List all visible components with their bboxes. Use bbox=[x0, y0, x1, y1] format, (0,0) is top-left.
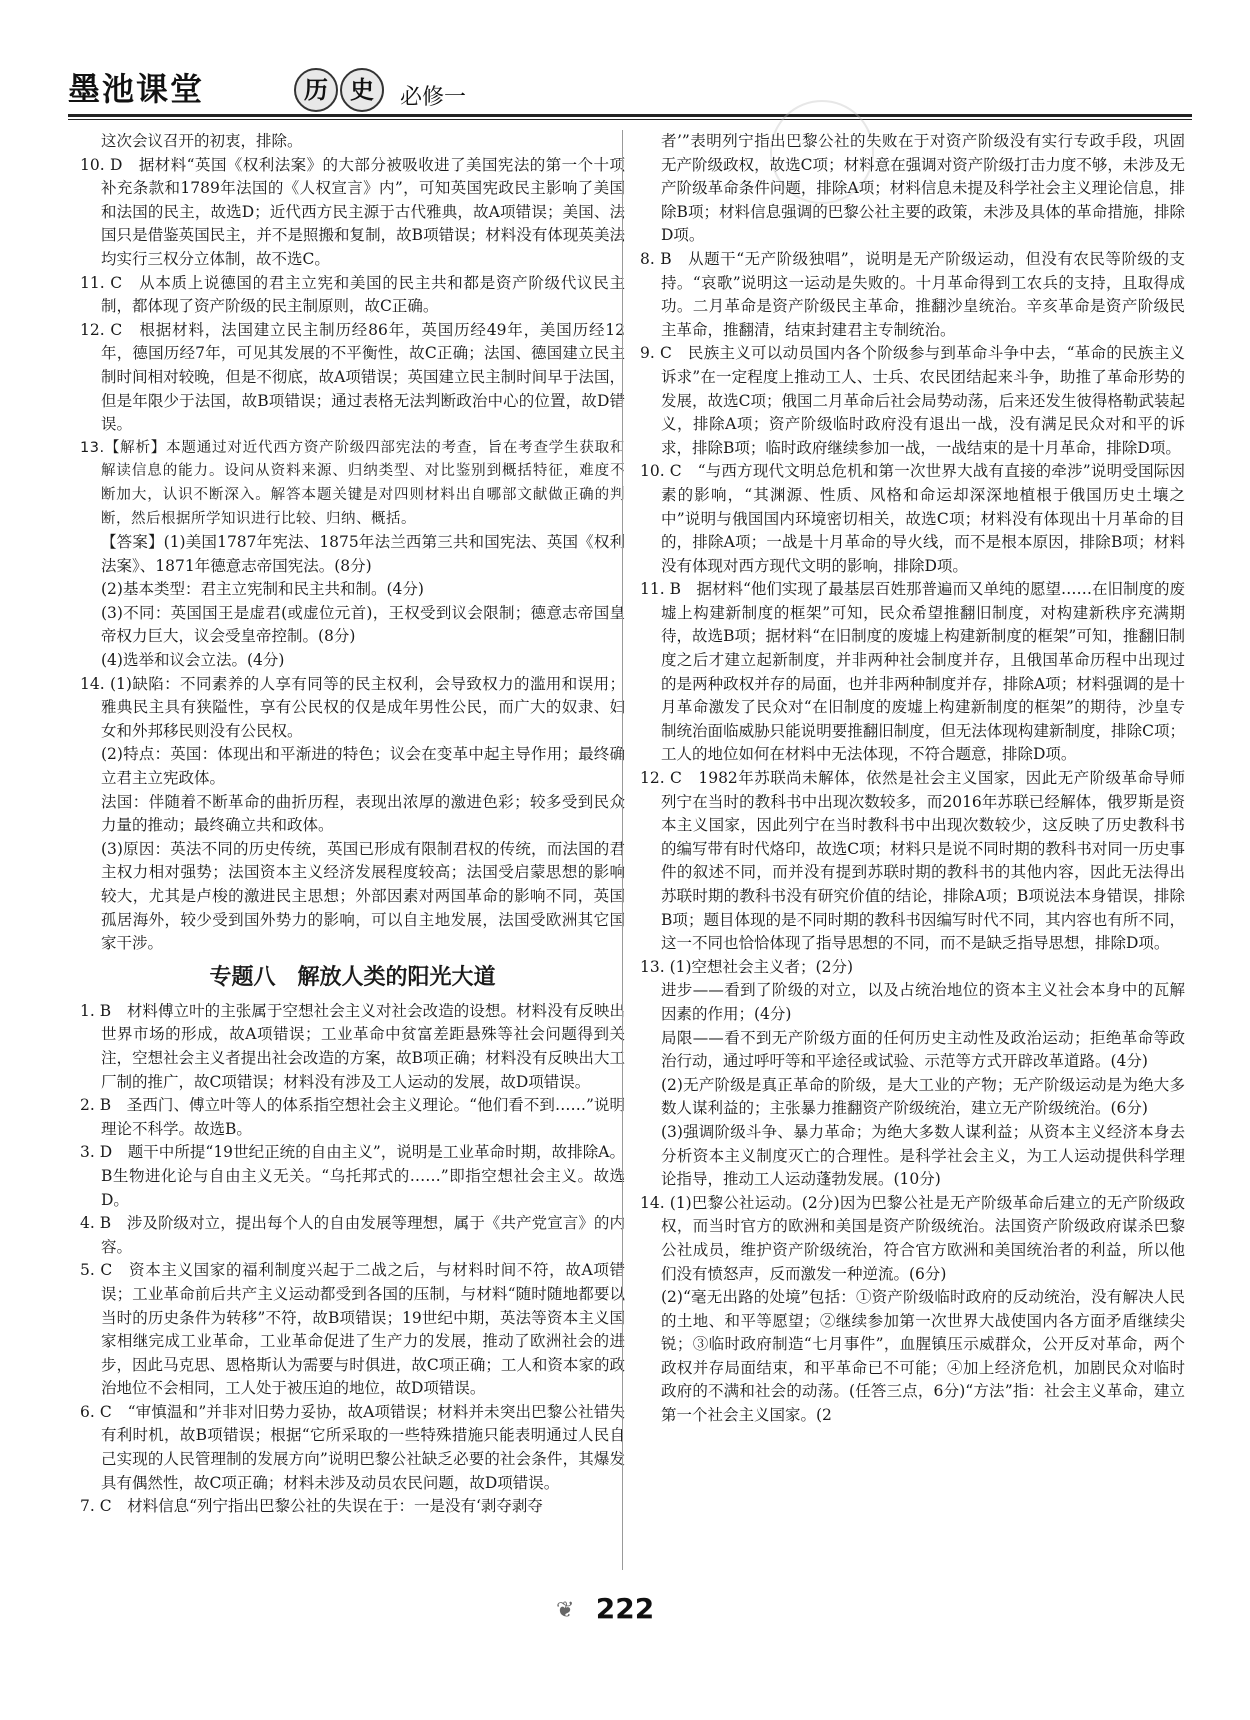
answer-paragraph: 3. D 题干中所提“19世纪正统的自由主义”，说明是工业革命时期，故排除A。B生物进化论与自由主义无关。“乌托邦式的……”即指空想社会主义。故选D。 bbox=[80, 1143, 625, 1209]
answer-paragraph: 1. B 材料傅立叶的主张属于空想社会主义对社会改造的设想。材料没有反映出世界市场的形成，故A项错误；工业革命中贫富差距悬殊等社会问题得到关注，空想社会主义者提出社会改造的方案，故B项正确；材料没有反映出大工厂制的推广，故C项错误；材料没有涉及工人运动的发展，故D项错误。 bbox=[80, 1001, 625, 1091]
subject-badge-1: 历 bbox=[294, 68, 338, 112]
answer-paragraph: 法国：伴随着不断革命的曲折历程，表现出浓厚的激进色彩；较多受到民众力量的推动；最终确立共和政体。 bbox=[101, 792, 625, 835]
answer-paragraph: 7. C 材料信息“列宁指出巴黎公社的失误在于：一是没有‘剥夺剥夺 bbox=[80, 1497, 543, 1516]
answer-paragraph: 这次会议召开的初衷，排除。 bbox=[101, 132, 303, 150]
answer-paragraph: (3)强调阶级斗争、暴力革命；为绝大多数人谋利益；从资本主义经济本身去分析资本主义制度灭亡的合理性。是科学社会主义，为工人运动提供科学理论指导，推动工人运动蓬勃发展。(10分) bbox=[661, 1122, 1185, 1189]
answer-paragraph: 局限——看不到无产阶级方面的任何历史主动性及政治运动；拒绝革命等政治行动，通过呼吁等和平途径或试验、示范等方式开辟改革道路。(4分) bbox=[661, 1028, 1185, 1071]
answer-paragraph: (3)原因：英法不同的历史传统，英国已形成有限制君权的传统，而法国的君主权力相对强势；法国资本主义经济发展程度较高；法国受启蒙思想的影响较大，尤其是卢梭的激进民主思想；外部因素对两国革命的影响不同，英国孤居海外，较少受到国外势力的影响，可以自主地发展，法国受欧洲其它国家干涉。 bbox=[101, 839, 625, 953]
leaf-ornament-icon: ❦ bbox=[556, 1598, 575, 1623]
column-divider bbox=[622, 130, 623, 1570]
answer-paragraph: 4. B 涉及阶级对立，提出每个人的自由发展等理想，属于《共产党宣言》的内容。 bbox=[80, 1214, 625, 1256]
answer-paragraph: 2. B 圣西门、傅立叶等人的体系指空想社会主义理论。“他们看不到……”说明理论不科学。故选B。 bbox=[80, 1096, 625, 1138]
answer-paragraph: 者’”表明列宁指出巴黎公社的失败在于对资产阶级没有实行专政手段，巩固无产阶级政权，故选C项；材料意在强调对资产阶级打击力度不够，未涉及无产阶级革命条件问题，排除A项；材料信息未提及科学社会主义理论信息，排除B项；材料信息强调的巴黎公社主要的政策，未涉及具体的革命措施，排除D项。 bbox=[661, 132, 1185, 245]
answer-paragraph: (3)不同：英国国王是虚君(或虚位元首)，王权受到议会限制；德意志帝国皇帝权力巨大，议会受皇帝控制。(8分) bbox=[101, 603, 625, 646]
answer-paragraph: (2)“毫无出路的处境”包括：①资产阶级临时政府的反动统治，没有解决人民的土地、和平等愿望；②继续参加第一次世界大战使国内各方面矛盾继续尖锐；③临时政府制造“七月事件”，血腥镇压示威群众，公开反对革命，两个政权并存局面结束，和平革命已不可能；④加上经济危机，加剧民众对临时政府的不满和社会的动荡。(任答三点，6分)“方法”指：社会主义革命，建立第一个社会主义国家。(2 bbox=[661, 1288, 1185, 1425]
answer-paragraph: 【答案】(1)美国1787年宪法、1875年法兰西第三共和国宪法、英国《权利法案》、1871年德意志帝国宪法。(8分) bbox=[101, 533, 625, 575]
answer-paragraph: 10. C “与西方现代文明总危机和第一次世界大战有直接的牵涉”说明受国际因素的影响，“其渊源、性质、风格和命运却深深地植根于俄国历史土壤之中”说明与俄国国内环境密切相关，故选C项；材料没有体现出十月革命的目的，排除A项；一战是十月革命的导火线，而不是根本原因，排除B项；材料没有体现对西方现代文明的影响，排除D项。 bbox=[640, 462, 1185, 575]
answer-paragraph: 9. C 民族主义可以动员国内各个阶级参与到革命斗争中去，“革命的民族主义诉求”在一定程度上推动工人、士兵、农民团结起来斗争，助推了革命形势的发展，故选C项；俄国二月革命后社会局势动荡，后来还发生彼得格勒武装起义，排除A项；资产阶级临时政府没有退出一战，没有满足民众对和平的诉求，排除B项；临时政府继续参加一战，一战结束的是十月革命，排除D项。 bbox=[640, 344, 1185, 457]
answer-paragraph: 13.【解析】本题通过对近代西方资产阶级四部宪法的考查，旨在考查学生获取和解读信息的能力。设问从资料来源、归纳类型、对比鉴别到概括特征，难度不断加大，认识不断深入。解答本题关键是对四则材料出自哪部文献做正确的判断，然后根据所学知识进行比较、归纳、概括。 bbox=[80, 439, 625, 527]
answer-paragraph: 13. (1)空想社会主义者；(2分) bbox=[640, 957, 853, 976]
answer-paragraph: (4)选举和议会立法。(4分) bbox=[101, 651, 285, 670]
answer-paragraph: (2)特点：英国：体现出和平渐进的特色；议会在变革中起主导作用；最终确立君主立宪政体。 bbox=[101, 745, 625, 788]
answer-paragraph: 5. C 资本主义国家的福利制度兴起于二战之后，与材料时间不符，故A项错误；工业革命前后共产主义运动都受到各国的压制，与材料“随时随地都要以当时的历史条件为转移”不符，故B项错误；19世纪中期，英法等资本主义国家相继完成工业革命，工业革命促进了生产力的发展，推动了欧洲社会的进步，因此马克思、恩格斯认为需要与时俱进，故C项正确；工人和资本家的政治地位不会相同，工人处于被压迫的地位，故D项错误。 bbox=[80, 1261, 625, 1398]
answer-paragraph: 进步——看到了阶级的对立，以及占统治地位的资本主义社会本身中的瓦解因素的作用；(4分) bbox=[661, 981, 1185, 1023]
header-rule-thin bbox=[68, 119, 1192, 120]
left-column bbox=[80, 130, 625, 1570]
answer-paragraph: 6. C “审慎温和”并非对旧势力妥协，故A项错误；材料并未突出巴黎公社错失有利时机，故B项错误；根据“它所采取的一些特殊措施只能表明通过人民自己实现的人民管理制的发展方向”说明巴黎公社缺乏必要的社会条件，其爆发具有偶然性，故C项正确；材料未涉及动员农民问题，故D项错误。 bbox=[80, 1402, 625, 1492]
header-rule bbox=[68, 114, 1192, 117]
answer-paragraph: 8. B 从题干“无产阶级独唱”，说明是无产阶级运动，但没有农民等阶级的支持。“哀歌”说明这一运动是失败的。十月革命得到工农兵的支持，且取得成功。二月革命是资产阶级民主革命，推翻沙皇统治。辛亥革命是资产阶级民主革命，推翻清，结束封建君主专制统治。 bbox=[640, 249, 1185, 339]
page-footer bbox=[0, 1584, 1250, 1644]
answer-paragraph: 10. D 据材料“英国《权利法案》的大部分被吸收进了美国宪法的第一个十项补充条款和1789年法国的《人权宣言》内”，可知英国宪政民主影响了美国和法国的民主，故选D；近代西方民主源于古代雅典，故A项错误；美国、法国只是借鉴英国民主，并不是照搬和复制，故B项错误；材料没有体现英美法均实行三权分立体制，故不选C。 bbox=[80, 155, 625, 268]
right-column bbox=[640, 130, 1185, 1570]
answer-paragraph: 12. C 根据材料，法国建立民主制历经86年，英国历经49年，美国历经12年，德国历经7年，可见其发展的不平衡性，故C正确；法国、德国建立民主制时间相对较晚，但是不彻底，故A项错误；英国建立民主制时间早于法国，但是年限少于法国，故B项错误；通过表格无法判断政治中心的位置，故D错误。 bbox=[80, 320, 625, 434]
volume-label: 必修一 bbox=[400, 85, 467, 110]
answer-paragraph: 12. C 1982年苏联尚未解体，依然是社会主义国家，因此无产阶级革命导师列宁在当时的教科书中出现次数较多，而2016年苏联已经解体，俄罗斯是资本主义国家，因此列宁在当时教科书中出现次数较少，这反映了历史教科书的编写带有时代烙印，故选C项；材料只是说不同时期的教科书对同一历史事件的叙述不同，而并没有提到苏联时期的教科书的其他内容，因此无法得出苏联时期的教科书没有研究价值的结论，排除A项；B项说法本身错误，排除B项；题目体现的是不同时期的教科书因编写时代不同，其内容也有所不同，这一不同也恰恰体现了指导思想的不同，而不是缺乏指导思想，排除D项。 bbox=[640, 769, 1185, 953]
page-header bbox=[68, 62, 1192, 120]
brand-title: 墨池课堂 bbox=[68, 70, 205, 108]
answer-paragraph: 14. (1)缺陷：不同素养的人享有同等的民主权利，会导致权力的滥用和误用；雅典民主具有狭隘性，享有公民权的仅是成年男性公民，而广大的奴隶、妇女和外邦移民则没有公民权。 bbox=[80, 674, 625, 740]
answer-paragraph: 11. B 据材料“他们实现了最基层百姓那普遍而又单纯的愿望……在旧制度的废墟上构建新制度的框架”可知，民众希望推翻旧制度，对构建新秩序充满期待，故选B项；据材料“在旧制度的废墟上构建新制度的框架”可知，推翻旧制度之后才建立起新制度，并非两种社会制度并存，且俄国革命历程中出现过的是两种政权并存的局面，也并非两种制度并存，排除A项；材料强调的是十月革命激发了民众对“在旧制度的废墟上构建新制度的框架”的期待，沙皇专制统治面临威胁只能说明要推翻旧制度，但无法体现构建新制度，排除C项；工人的地位如何在材料中无法体现，不符合题意，排除D项。 bbox=[640, 580, 1185, 764]
answer-paragraph: (2)无产阶级是真正革命的阶级，是大工业的产物；无产阶级运动是为绝大多数人谋利益的；主张暴力推翻资产阶级统治，建立无产阶级统治。(6分) bbox=[661, 1075, 1185, 1118]
answer-paragraph: (2)基本类型：君主立宪制和民主共和制。(4分) bbox=[101, 580, 424, 599]
answer-paragraph: 11. C 从本质上说德国的君主立宪和美国的民主共和都是资产阶级代议民主制，都体现了资产阶级的民主制原则，故C正确。 bbox=[80, 273, 625, 316]
subject-badge-2: 史 bbox=[340, 68, 384, 112]
page-number: 222 bbox=[595, 1592, 655, 1625]
answer-paragraph: 14. (1)巴黎公社运动。(2分)因为巴黎公社是无产阶级革命后建立的无产阶级政权，而当时官方的欧洲和美国是资产阶级统治。法国资产阶级政府谋杀巴黎公社成员，维护资产阶级统治，符合官方欧洲和美国统治者的利益，所以他们没有愤怒声，反而激发一种逆流。(6分) bbox=[640, 1193, 1185, 1283]
section-title: 专题八 解放人类的阳光大道 bbox=[209, 964, 496, 990]
